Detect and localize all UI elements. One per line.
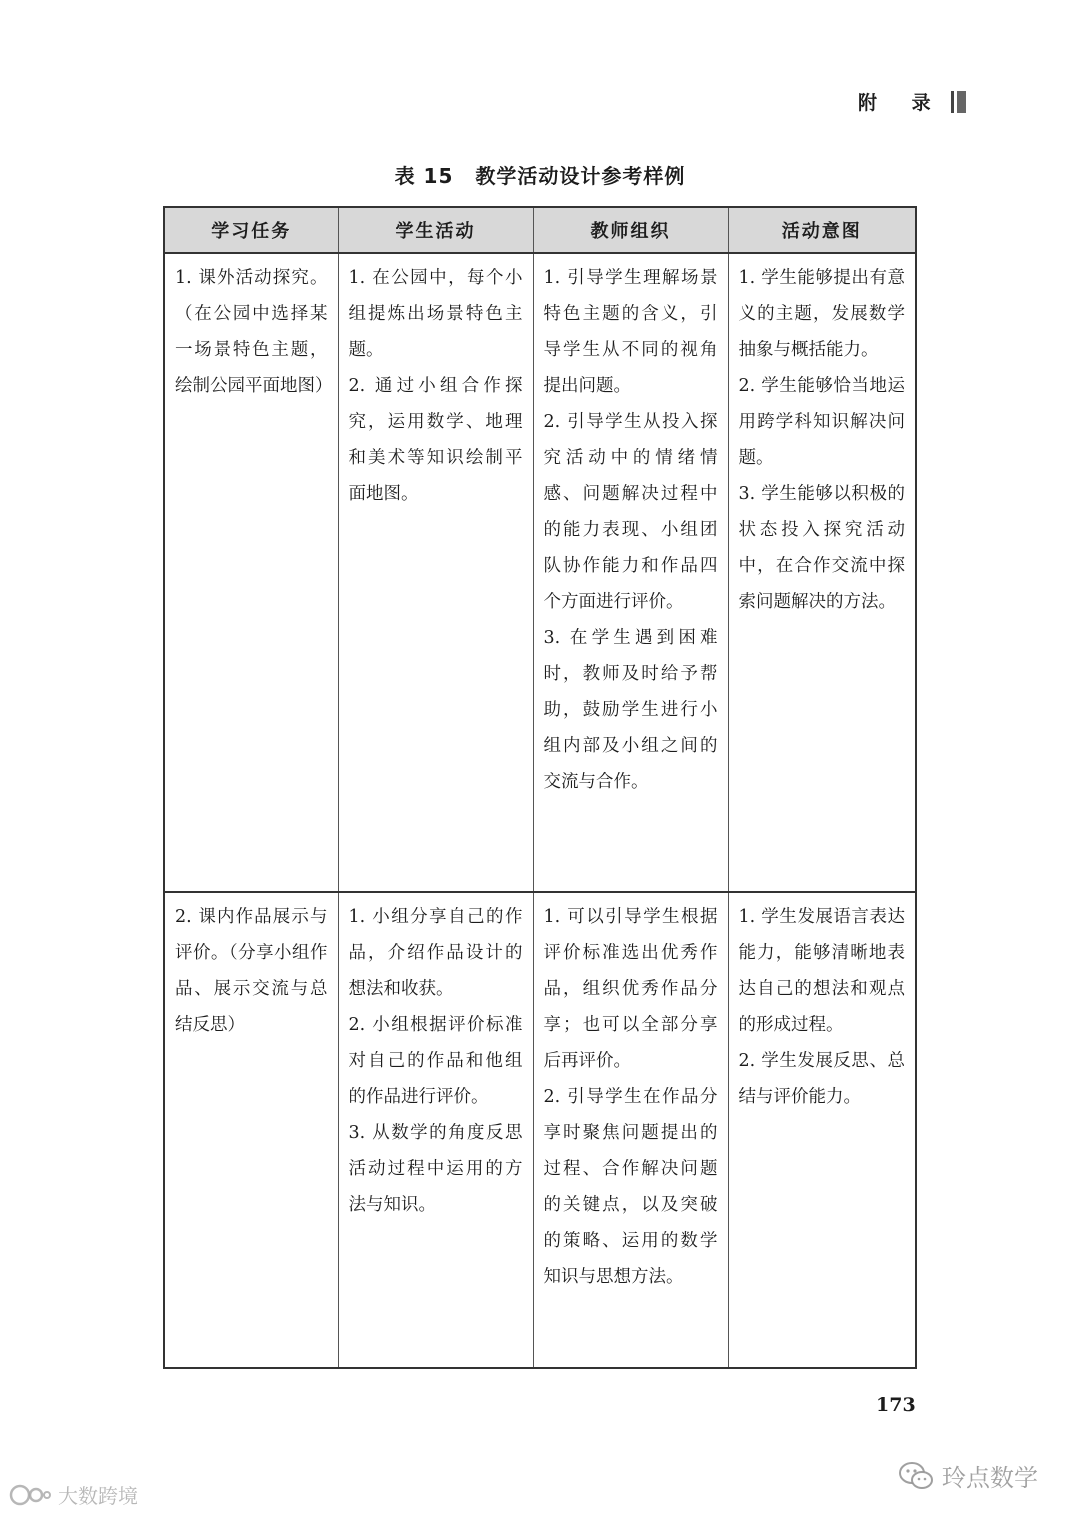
cell-text: 1. 课外活动探究。（在公园中选择某一场景特色主题，绘制公园平面地图） <box>175 268 333 396</box>
table-row <box>164 892 916 1368</box>
watermark-left <box>8 1480 138 1509</box>
header-learning-task: 学习任务 <box>164 207 338 253</box>
activity-design-table <box>163 206 917 1369</box>
cell-text: 1. 在公园中，每个小组提炼出场景特色主题。 <box>348 268 523 360</box>
cell-intent <box>728 892 916 1368</box>
page-number: 173 <box>876 1394 916 1416</box>
watermark-right <box>898 1458 1038 1493</box>
header-activity-intent: 活动意图 <box>728 207 916 253</box>
cell-task <box>164 253 338 892</box>
cell-text: 1. 学生发展语言表达能力，能够清晰地表达自己的想法和观点的形成过程。 <box>738 907 905 1035</box>
cell-text: 2. 小组根据评价标准对自己的作品和他组的作品进行评价。 <box>348 1015 523 1107</box>
cell-text: 1. 引导学生理解场景特色主题的含义，引导学生从不同的视角提出问题。 <box>543 268 718 396</box>
running-head-bars-icon <box>951 91 966 113</box>
header-teacher-organization: 教师组织 <box>533 207 728 253</box>
cell-student <box>338 253 533 892</box>
table-number: 表 15 <box>394 164 454 188</box>
cell-text: 1. 学生能够提出有意义的主题，发展数学抽象与概括能力。 <box>738 268 905 360</box>
cell-text: 3. 从数学的角度反思活动过程中运用的方法与知识。 <box>348 1123 523 1215</box>
cell-text: 3. 在学生遇到困难时，教师及时给予帮助，鼓励学生进行小组内部及小组之间的交流与合作。 <box>543 628 718 792</box>
cell-intent <box>728 253 916 892</box>
watermark-right-text: 玲点数学 <box>942 1464 1038 1492</box>
cell-text: 2. 学生能够恰当地运用跨学科知识解决问题。 <box>738 376 905 468</box>
cell-text: 2. 课内作品展示与评价。（分享小组作品、展示交流与总结反思） <box>175 907 328 1035</box>
table-caption: 教学活动设计参考样例 <box>475 164 686 188</box>
running-head-text: 附 录 <box>858 92 945 114</box>
cell-student <box>338 892 533 1368</box>
cell-text: 2. 通过小组合作探究，运用数学、地理和美术等知识绘制平面地图。 <box>348 376 523 504</box>
table-row <box>164 253 916 892</box>
cell-text: 1. 小组分享自己的作品，介绍作品设计的想法和收获。 <box>348 907 523 999</box>
cell-teacher <box>533 253 728 892</box>
cell-text: 3. 学生能够以积极的状态投入探究活动中，在合作交流中探索问题解决的方法。 <box>738 484 905 612</box>
cell-task <box>164 892 338 1368</box>
wechat-icon <box>898 1461 934 1491</box>
watermark-left-text: 大数跨境 <box>58 1484 138 1508</box>
header-student-activity: 学生活动 <box>338 207 533 253</box>
table-header-row <box>164 207 916 253</box>
running-head <box>858 88 966 115</box>
watermark-logo-icon <box>8 1481 52 1509</box>
cell-text: 1. 可以引导学生根据评价标准选出优秀作品，组织优秀作品分享；也可以全部分享后再评价。 <box>543 907 718 1071</box>
table-title <box>0 160 1080 189</box>
cell-text: 2. 引导学生从投入探究活动中的情绪情感、问题解决过程中的能力表现、小组团队协作能力和作品四个方面进行评价。 <box>543 412 718 612</box>
cell-text: 2. 引导学生在作品分享时聚焦问题提出的过程、合作解决问题的关键点，以及突破的策略、运用的数学知识与思想方法。 <box>543 1087 718 1287</box>
cell-text: 2. 学生发展反思、总结与评价能力。 <box>738 1051 905 1107</box>
cell-teacher <box>533 892 728 1368</box>
